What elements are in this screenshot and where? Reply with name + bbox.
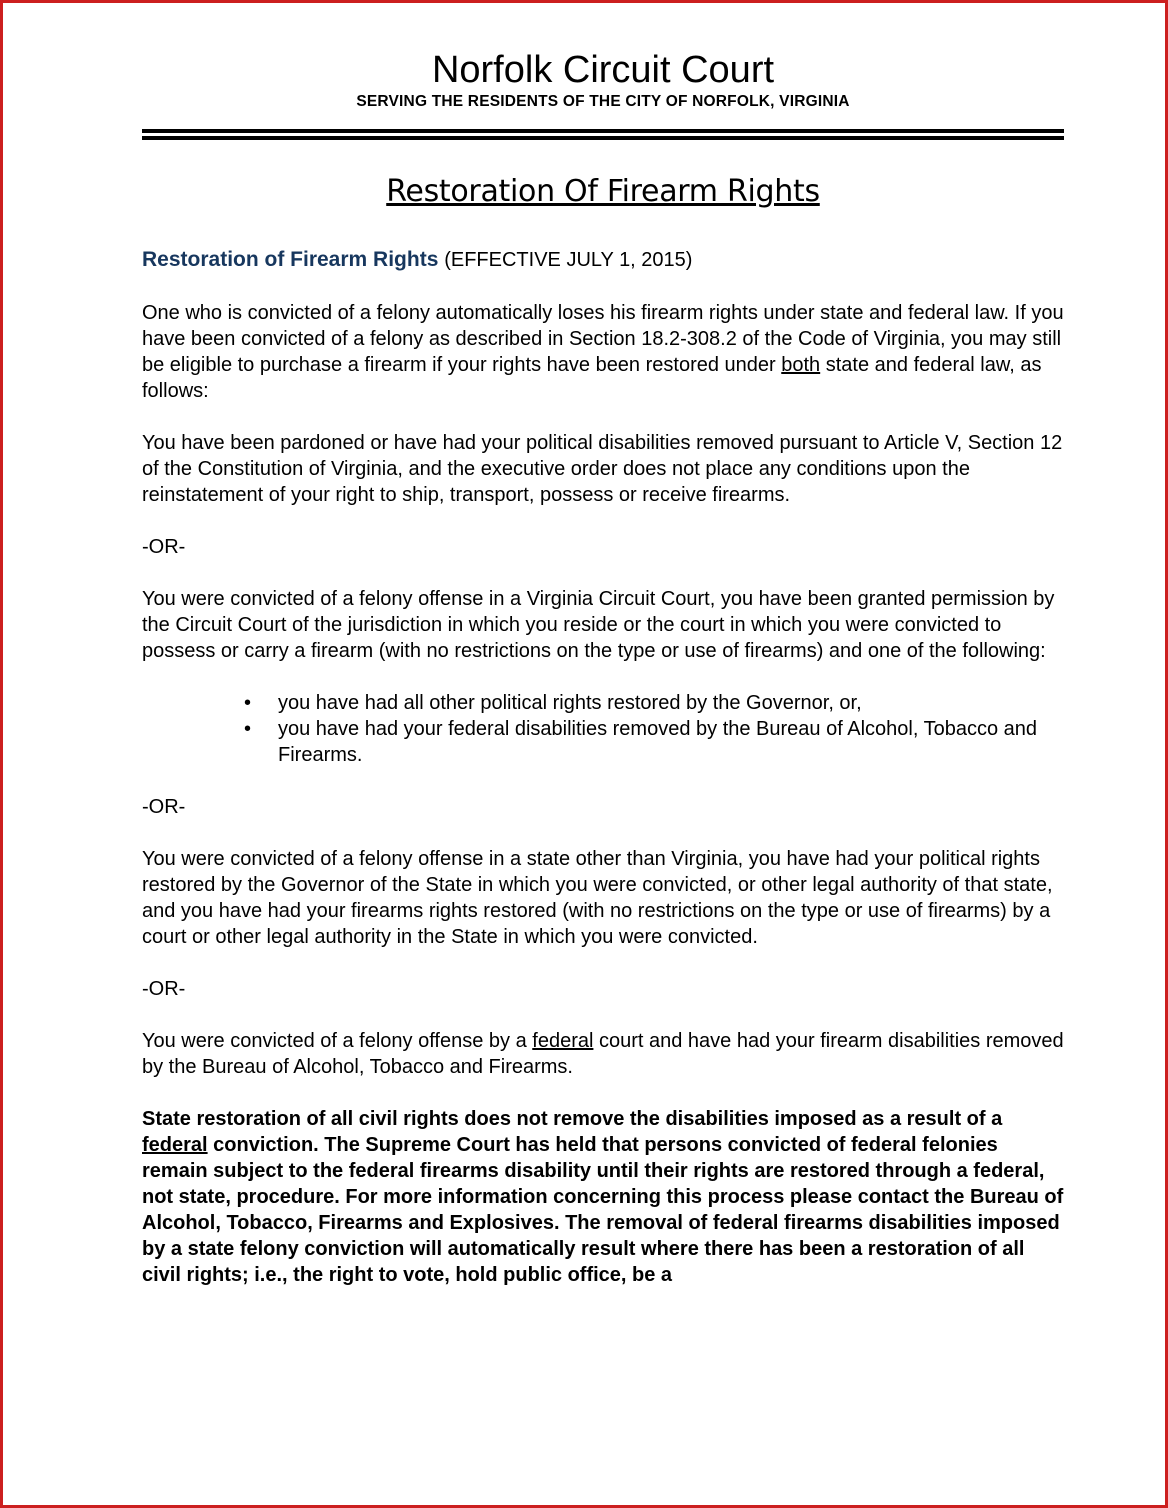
- list-item: [142, 690, 1064, 716]
- court-name: Norfolk Circuit Court: [431, 49, 775, 91]
- bold-text-a: State restoration of all civil rights does not remove the disabilities imposed as a result of a: [142, 1108, 1003, 1130]
- or-separator-2: -OR-: [142, 796, 186, 818]
- effective-date: (EFFECTIVE JULY 1, 2015): [444, 249, 693, 271]
- intro-underlined: both: [781, 354, 821, 376]
- pardon-paragraph: You have been pardoned or have had your political disabilities removed pursuant to Article V, Section 12 of the Constitution of Virginia, and the executive order does not place any conditions upon the reinstatement of your right to ship, transport, possess or receive firearms.: [142, 432, 1063, 506]
- bold-underlined: federal: [142, 1134, 208, 1156]
- federal-paragraph: [142, 1028, 1064, 1080]
- other-state-paragraph: You were convicted of a felony offense in a state other than Virginia, you have had your political rights restored by the Governor of the State in which you were convicted, or other legal authority of that state, and you have had your firearms rights restored (with no restrictions on the type or use of firearms) by a court or other legal authority in the State in which you were convicted.: [142, 848, 1053, 948]
- bullet-icon: •: [244, 692, 252, 714]
- or-separator-3: -OR-: [142, 978, 186, 1000]
- or-separator-1: -OR-: [142, 536, 186, 558]
- list-item-text: you have had all other political rights restored by the Governor, or,: [278, 692, 862, 714]
- list-item: [142, 716, 1064, 768]
- bullet-icon: •: [244, 718, 252, 740]
- federal-text-a: You were convicted of a felony offense by a: [142, 1030, 533, 1052]
- court-subtitle: SERVING THE RESIDENTS OF THE CITY OF NORFOLK, VIRGINIA: [356, 93, 850, 110]
- intro-text-b: state and federal law, as follows:: [142, 354, 1042, 402]
- document-title: Restoration Of Firearm Rights: [386, 174, 820, 209]
- intro-paragraph: [142, 300, 1064, 404]
- section-heading-text: Restoration of Firearm Rights: [142, 248, 439, 271]
- virginia-paragraph: You were convicted of a felony offense in a Virginia Circuit Court, you have been granted permission by the Circuit Court of the jurisdiction in which you reside or the court in which you were convicted to possess or carry a firearm (with no restrictions on the type or use of firearms) and one of the following:: [142, 588, 1055, 662]
- federal-underlined: federal: [532, 1030, 594, 1052]
- conditions-list: [142, 690, 1064, 768]
- document-page: [142, 40, 1064, 1308]
- header-double-rule: [142, 129, 1064, 140]
- section-heading: [142, 247, 1064, 273]
- intro-text-a: One who is convicted of a felony automatically loses his firearm rights under state and federal law. If you have been convicted of a felony as described in Section 18.2-308.2 of the Code of Virginia, you may still be eligible to purchase a firearm if your rights have been restored under: [142, 302, 1064, 376]
- federal-text-b: court and have had your firearm disabilities removed by the Bureau of Alcohol, Tobacco and Firearms.: [142, 1030, 1064, 1078]
- bold-text-b: conviction. The Supreme Court has held that persons convicted of federal felonies remain subject to the federal firearms disability until their rights are restored through a federal, not state, procedure. For more information concerning this process please contact the Bureau of Alcohol, Tobacco, Firearms and Explosives. The removal of federal firearms disabilities imposed by a state felony conviction will automatically result where there has been a restoration of all civil rights; i.e., the right to vote, hold public office, be a: [142, 1134, 1064, 1286]
- list-item-text: you have had your federal disabilities removed by the Bureau of Alcohol, Tobacco and Firearms.: [278, 718, 1038, 766]
- bold-notice-paragraph: [142, 1106, 1064, 1288]
